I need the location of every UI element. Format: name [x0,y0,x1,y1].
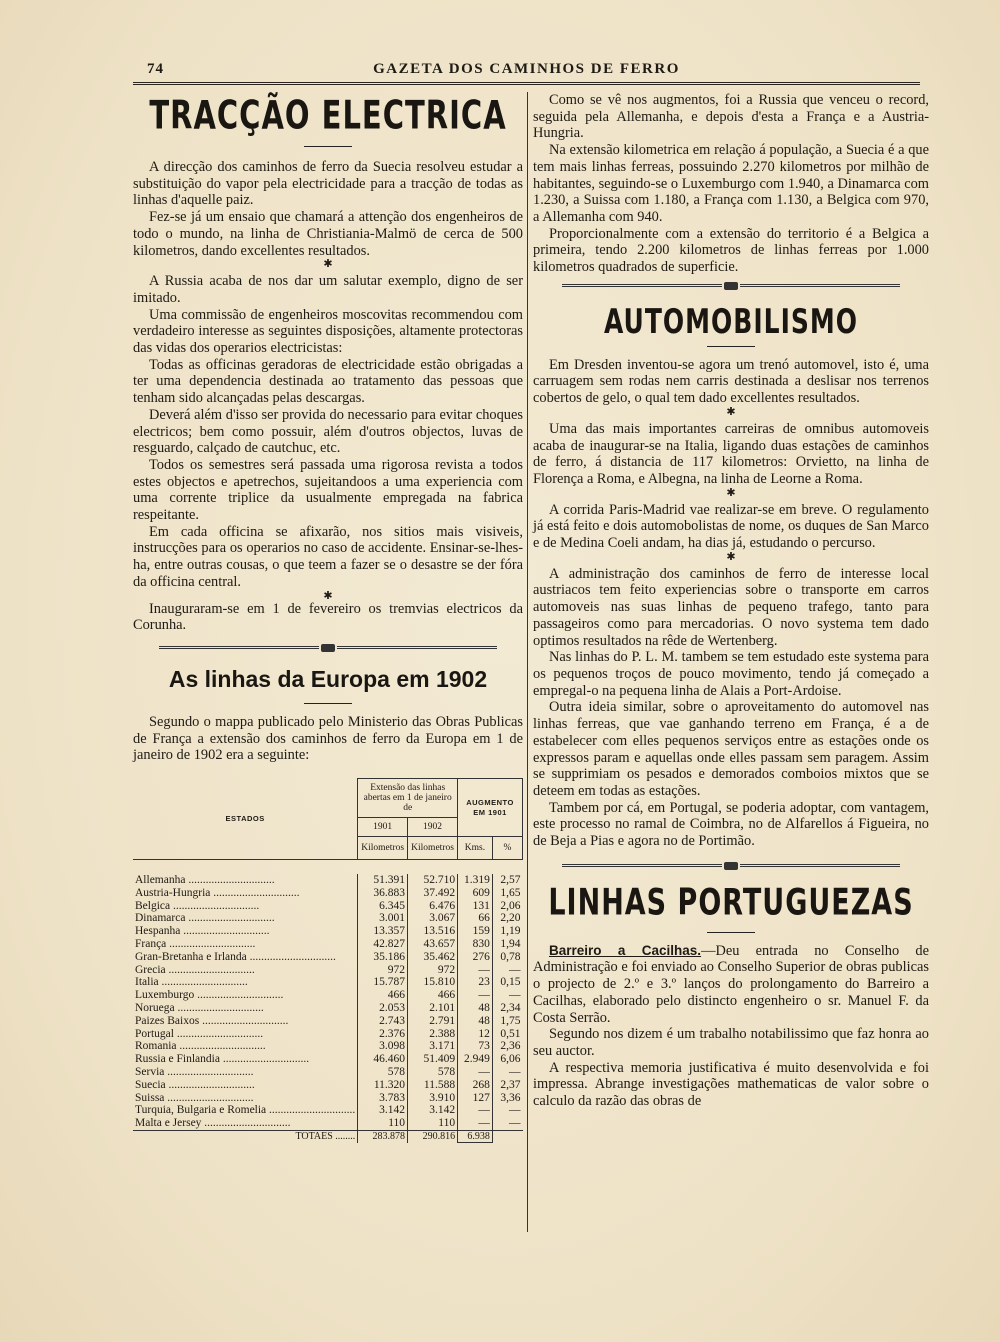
row-1902: 3.910 [408,1092,458,1105]
row-pct: 1,65 [492,887,522,900]
row-name: Gran-Bretanha e Irlanda .............................. [135,950,336,963]
paragraph: A Russia acaba de nos dar um salutar exemplo, digno de ser imitado. [133,273,523,306]
row-kms: 276 [458,951,493,964]
row-name: Luxemburgo .............................. [135,989,284,1002]
row-kms: — [458,989,493,1002]
row-name: França .............................. [135,938,256,951]
paragraph: A respectiva memoria justificativa é muito desenvolvida e foi impressa. Abrange investigações mathematicas de valor sobre o calculo da razão das obras de [533,1059,929,1110]
row-kms: 48 [458,1002,493,1015]
table-row [133,938,523,951]
table-row [133,1040,523,1053]
row-pct: 6,06 [492,1053,522,1066]
table-row [133,951,523,964]
title-linhas-europa: As linhas da Europa em 1902 [168,665,488,692]
row-kms: 12 [458,1028,493,1041]
table-body [133,874,523,1130]
row-name: Portugal .............................. [135,1027,264,1040]
row-pct: 2,34 [492,1002,522,1015]
row-name: Paizes Baixos .............................. [135,1014,289,1027]
paragraph: Em cada officina se afixarão, nos sitios mais visiveis, instrucções para os operarios no caso de accidente. Ensinar-se-lhes-ha, entre outras cousas, o que teem a fazer se o desastre se der fóra da officina central. [133,523,523,590]
page-number: 74 [147,61,164,77]
paragraph: Barreiro a Cacilhas.—Deu entrada no Conselho de Administração e foi enviado ao Conselho Superior de obras publicas o projecto de 2.º e 3.º lanços do prolongamento do Barreiro a Cacilhas, elaborado pelo distincto engenheiro o sr. Manuel F. da Costa Serrão. [533,942,929,1026]
table-row [133,1015,523,1028]
table-row [133,1053,523,1066]
table-row [133,989,523,1002]
ornamental-divider [133,642,523,654]
row-1901: 578 [358,1066,408,1079]
paragraph: Em Dresden inventou-se agora um trenó automovel, isto é, uma carruagem sem rodas nem carris destinada a deslisar nos terrenos cobertos de gelo, o qual tem dado excellentes resultados. [533,356,929,407]
row-1901: 6.345 [358,900,408,913]
row-1902: 972 [408,964,458,977]
ornament-icon [724,862,738,870]
col-unit: Kilometros [408,837,458,860]
row-1901: 46.460 [358,1053,408,1066]
paragraph: Uma commissão de engenheiros moscovitas recommendou com verdadeiro interesse as seguintes disposições, altamente protectoras das vidas dos operarios electricistas: [133,306,523,357]
col-unit-kms: Kms. [458,837,493,860]
table-row [133,1002,523,1015]
row-pct: 2,37 [492,1079,522,1092]
row-1902: 2.791 [408,1015,458,1028]
row-1901: 110 [358,1117,408,1130]
title-automobilismo: AUTOMOBILISMO [603,301,859,341]
ornamental-divider [533,280,929,292]
total-1902: 290.816 [408,1131,458,1143]
paragraph: Uma das mais importantes carreiras de omnibus automoveis acaba de inaugurar-se na Italia, ligando duas estações de caminhos de ferro, á distancia de 117 kilometros: Orvietto, na linha de Florença a Roma, e Albegna, na linha de Leorne a Roma. [533,420,929,487]
row-1901: 3.142 [358,1104,408,1117]
row-name: Malta e Jersey .............................. [135,1117,291,1130]
row-pct: — [492,1104,522,1117]
table-row [133,1028,523,1041]
row-pct: 1,19 [492,925,522,938]
row-name: Russia e Finlandia .............................. [135,1053,310,1066]
row-1901: 466 [358,989,408,1002]
row-kms: — [458,1066,493,1079]
row-name: Italia .............................. [135,976,248,989]
asterisk-separator: ✱ [323,258,333,271]
row-name: Belgica .............................. [135,899,260,912]
row-1901: 51.391 [358,874,408,887]
total-kms: 6.938 [458,1131,493,1143]
row-kms: 131 [458,900,493,913]
col-year-1901: 1901 [358,818,408,837]
ornament-icon [724,282,738,290]
journal-title: GAZETA DOS CAMINHOS DE FERRO [373,61,680,77]
table-row [133,1117,523,1130]
paragraph: A administração dos caminhos de ferro de interesse local austriacos tem feito experiencias sobre o transporte em carros automoveis nas suas linhas de pequeno trafego, tanto para passageiros como para mercadorias. O novo systema tem dado optimos resultados na rêde de Wertenberg. [533,565,929,649]
row-pct: 0,15 [492,976,522,989]
row-pct: 0,51 [492,1028,522,1041]
table-row [133,1104,523,1117]
row-pct: — [492,989,522,1002]
paragraph: Outra ideia similar, sobre o aproveitamento do automovel nas linhas ferreas, que vae ganhando terreno em França, é a de estabelecer com elles pequenos serviços entre as estações onde os expressos param e aquellas onde elles passam sem paragem. Assim se supprimiam os pesados e demorados comboios mixtos que se deteem em todas as estações. [533,699,929,799]
lead-heading: Barreiro a Cacilhas. [549,942,702,958]
row-1901: 15.787 [358,976,408,989]
row-1902: 2.388 [408,1028,458,1041]
row-name: Servia .............................. [135,1066,254,1079]
row-kms: 2.949 [458,1053,493,1066]
page-header [133,60,920,85]
row-name: Suecia .............................. [135,1078,255,1091]
row-name: Hespanha .............................. [135,925,270,938]
row-pct: 1,75 [492,1015,522,1028]
table-row [133,1092,523,1105]
col-year-1902: 1902 [408,818,458,837]
paragraph: Inauguraram-se em 1 de fevereiro os tremvias electricos da Corunha. [133,600,523,634]
row-pct: — [492,964,522,977]
total-1901: 283.878 [358,1131,408,1143]
row-1901: 35.186 [358,951,408,964]
left-column [133,92,523,1143]
asterisk-separator: ✱ [726,550,736,563]
paragraph: Proporcionalmente com a extensão do territorio é a Belgica a primeira, tendo 2.200 kilometros de linhas ferreas por 1.000 kilometros quadrados de superficie. [533,225,929,276]
row-1902: 2.101 [408,1002,458,1015]
row-kms: 830 [458,938,493,951]
row-1902: 51.409 [408,1053,458,1066]
row-1902: 37.492 [408,887,458,900]
row-1901: 36.883 [358,887,408,900]
railway-extension-table [133,778,523,1143]
table-row [133,887,523,900]
table-total-row [133,1131,523,1143]
table-row [133,964,523,977]
paragraph: Fez-se já um ensaio que chamará a attenção dos engenheiros de todo o mundo, na linha de Christiania-Malmö de cerca de 500 kilometros, dando excellentes resultados. [133,209,523,259]
row-name: Austria-Hungria .............................. [135,886,300,899]
row-name: Romania .............................. [135,1040,266,1053]
ornament-icon [321,644,335,652]
paragraph: Tambem por cá, em Portugal, se poderia adoptar, com vantagem, este processo no ramal de Coimbra, no de Alfarellos á Figueira, no de Beja a Pias e agora no de Portimão. [533,799,929,850]
row-1902: 35.462 [408,951,458,964]
paragraph: A corrida Paris-Madrid vae realizar-se em breve. O regulamento já está feito e dois automobolistas de nome, os duques de San Marco e de Medina Coeli andam, ha dias já, estudando o percurso. [533,501,929,552]
row-kms: 1.319 [458,874,493,887]
row-name: Turquia, Bulgaria e Romelia .............................. [135,1104,356,1117]
paragraph: Segundo o mappa publicado pelo Ministerio das Obras Publicas de França a extensão dos caminhos de ferro da Europa em 1 de janeiro de 1902 era a seguinte: [133,713,523,764]
row-kms: 127 [458,1092,493,1105]
table-row [133,925,523,938]
row-name: Suissa .............................. [135,1091,254,1104]
row-kms: 159 [458,925,493,938]
asterisk-separator: ✱ [726,405,736,418]
paragraph: Deverá além d'isso ser provida do necessario para evitar choques electricos; bem como possuir, além d'outros objectos, luvas de resguardo, calçado de cautchuc, etc. [133,406,523,457]
row-kms: 48 [458,1015,493,1028]
row-pct: — [492,1117,522,1130]
row-1901: 972 [358,964,408,977]
row-1901: 3.783 [358,1092,408,1105]
row-1902: 3.067 [408,912,458,925]
row-1902: 11.588 [408,1079,458,1092]
row-1902: 3.142 [408,1104,458,1117]
row-pct: 2,36 [492,1040,522,1053]
paragraph: Nas linhas do P. L. M. tambem se tem estudado este systema para os pequenos troços de pouco movimento, tendo já começado a empregal-o na pequena linha de Alais a Port-Ardoise. [533,649,929,699]
col-header-augmento: AUGMENTO EM 1901 [458,779,523,837]
row-kms: — [458,1117,493,1130]
row-pct: 3,36 [492,1092,522,1105]
asterisk-separator: ✱ [726,486,736,499]
table-row [133,976,523,989]
paragraph: Todas as officinas geradoras de electricidade estão obrigadas a ter uma dependencia destinada ao tratamento das pessoas que tenham sido alcançadas pelas descargas. [133,356,523,407]
row-1901: 3.098 [358,1040,408,1053]
total-label: TOTAES ........ [133,1131,358,1143]
row-name: Allemanha .............................. [135,874,275,887]
paragraph: Segundo nos dizem é um trabalho notabilissimo que faz honra ao seu auctor. [533,1026,929,1059]
row-1902: 110 [408,1117,458,1130]
row-1901: 42.827 [358,938,408,951]
title-traccao-electrica: TRACÇÃO ELECTRICA [149,92,507,138]
row-1902: 43.657 [408,938,458,951]
row-name: Grecia .............................. [135,963,255,976]
row-pct: 2,20 [492,912,522,925]
row-name: Dinamarca .............................. [135,912,275,925]
row-kms: 609 [458,887,493,900]
row-1901: 13.357 [358,925,408,938]
row-name: Noruega .............................. [135,1002,264,1015]
table-row [133,900,523,913]
row-1902: 52.710 [408,874,458,887]
row-pct: 2,57 [492,874,522,887]
row-1901: 11.320 [358,1079,408,1092]
right-column [533,92,929,1110]
row-pct: — [492,1066,522,1079]
row-1901: 3.001 [358,912,408,925]
ornamental-divider [533,860,929,872]
col-unit: Kilometros [358,837,408,860]
row-1902: 466 [408,989,458,1002]
paragraph: Na extensão kilometrica em relação á população, a Suecia é a que tem mais linhas ferreas, possuindo 2.270 kilometros por milhão de habitantes, seguindo-se o Luxemburgo com 1.940, a Dinamarca com 1.230, a Suissa com 1.180, a França com 1.130, a Belgica com 970, a Allemanha com 940. [533,142,929,225]
title-linhas-portuguezas: LINHAS PORTUGUEZAS [548,881,914,924]
row-kms: 23 [458,976,493,989]
row-1902: 15.810 [408,976,458,989]
table-row [133,874,523,887]
row-pct: 2,06 [492,900,522,913]
table-row [133,1079,523,1092]
col-unit-pct: % [492,837,522,860]
table-row [133,912,523,925]
row-1901: 2.053 [358,1002,408,1015]
column-divider [527,92,528,1232]
col-header-estados: ESTADOS [133,779,358,860]
row-pct: 1,94 [492,938,522,951]
asterisk-separator: ✱ [323,589,333,602]
row-kms: — [458,964,493,977]
table-row [133,1066,523,1079]
row-kms: 66 [458,912,493,925]
row-1901: 2.376 [358,1028,408,1041]
col-header-extensao: Extensão das linhas abertas em 1 de janeiro de [358,779,458,818]
row-pct: 0,78 [492,951,522,964]
row-1902: 13.516 [408,925,458,938]
row-1902: 6.476 [408,900,458,913]
row-1902: 3.171 [408,1040,458,1053]
paragraph: Todos os semestres será passada uma rigorosa revista a todos estes objectos e apetrechos, sujeitandoos a uma experiencia com uma corrente triplice da usualmente empregada na fabrica respeitante. [133,456,523,524]
row-1901: 2.743 [358,1015,408,1028]
row-kms: 73 [458,1040,493,1053]
row-1902: 578 [408,1066,458,1079]
paragraph: A direcção dos caminhos de ferro da Suecia resolveu estudar a substituição do vapor pela electricidade para a tracção de todas as linhas d'aquelle paiz. [133,159,523,209]
row-kms: 268 [458,1079,493,1092]
paragraph: Como se vê nos augmentos, foi a Russia que venceu o record, seguida pela Allemanha, e depois d'esta a França e a Austria-Hungria. [533,92,929,142]
row-kms: — [458,1104,493,1117]
